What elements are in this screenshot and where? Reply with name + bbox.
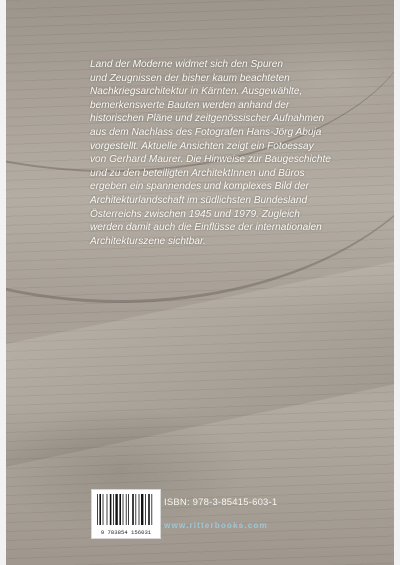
barcode-stripe [151,494,152,525]
barcode-stripe [141,494,143,525]
isbn-text: ISBN: 978-3-85415-603-1 [164,497,278,508]
barcode-digits: 9 783854 156031 [100,529,152,536]
barcode-stripe [135,494,136,525]
barcode-bars [96,494,156,525]
barcode-stripe [97,494,98,525]
barcode-stripe [115,494,117,525]
barcode [91,489,161,539]
barcode-stripe [126,494,127,525]
barcode-stripe [148,494,150,525]
barcode-stripe [107,494,108,525]
barcode-stripe [99,494,101,525]
barcode-stripe [119,494,121,525]
barcode-stripe [113,494,114,525]
barcode-stripe [128,494,129,525]
barcode-stripe [103,494,104,525]
barcode-stripe [110,494,112,525]
barcode-stripe [145,494,146,525]
page-edge [0,0,6,565]
barcode-stripe [132,494,134,525]
barcode-stripe [139,494,140,525]
publisher-website: www.ritterbooks.com [164,521,268,530]
barcode-stripe [123,494,124,525]
page-edge [394,0,400,565]
back-cover-blurb: Land der Moderne widmet sich den Spuren und Zeugnissen der bisher kaum beachteten Nachkriegsarchitektur in Kärnten. Ausgewählte, bemerkenswerte Bauten werden anhand der historischen Pläne und zeitgenössischer Aufnahmen aus dem Nachlass des Fotografen Hans-Jörg Abuja vorgestellt. Aktuelle Ansichten zeigt ein Fotoessay von Gerhard Maurer. Die Hinweise zur Baugeschichte und zu den beteiligten ArchitektInnen und Büros ergeben ein spannendes und komplexes Bild der Architekturlandschaft im südlichsten Bundesland Österreichs zwischen 1945 und 1979. Zugleich werden damit auch die Einflüsse der internationalen Architekturszene sichtbar. [90,59,331,247]
